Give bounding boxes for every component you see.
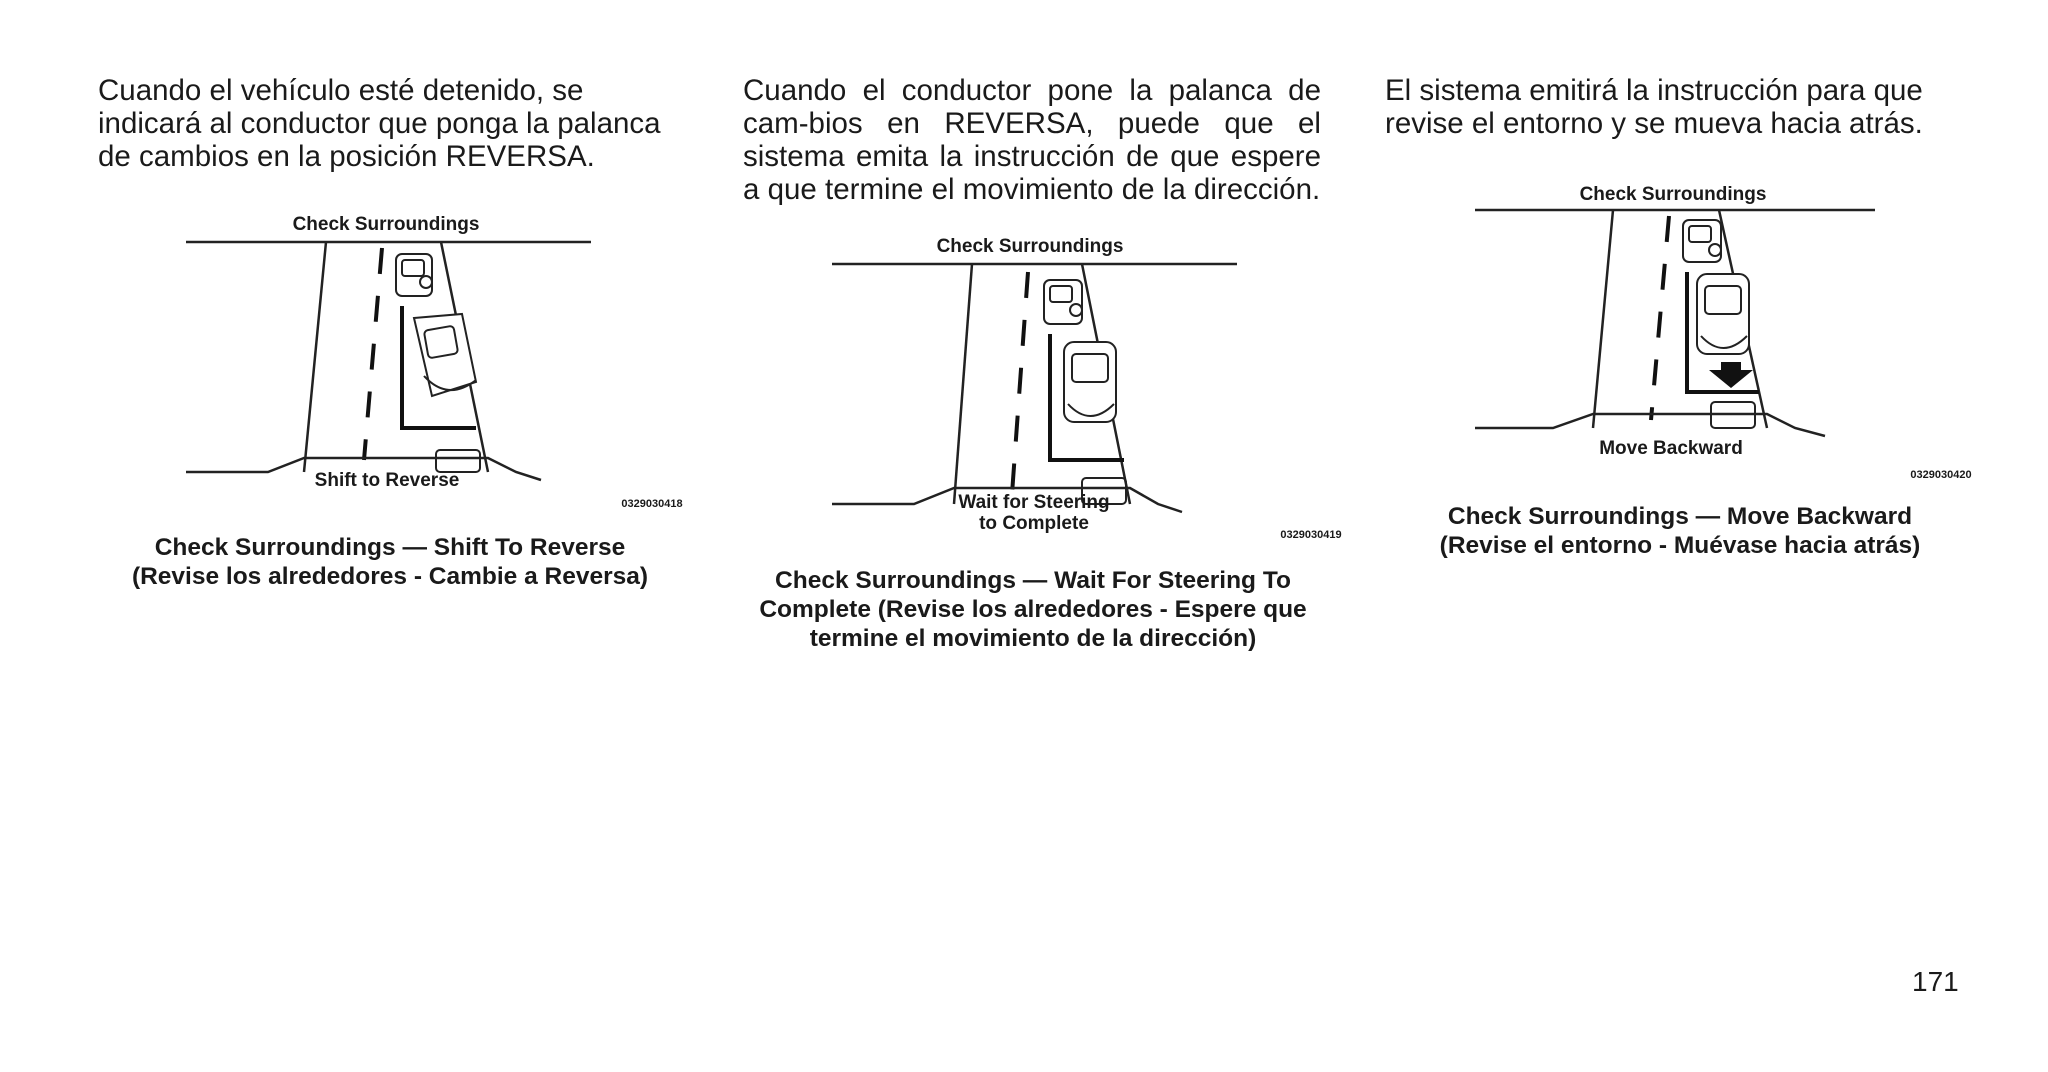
- figure-code: 0329030419: [1280, 529, 1342, 541]
- parking-car-icon: [1064, 342, 1116, 422]
- figure-shift-to-reverse: [186, 210, 686, 520]
- caption-line: Check Surroundings — Shift To Reverse: [154, 534, 626, 561]
- caption-line: Check Surroundings — Wait For Steering To: [775, 567, 1291, 594]
- page-number: 171: [1912, 966, 1959, 997]
- rear-car-icon: [436, 450, 480, 472]
- caption-line: (Revise los alrededores - Cambie a Reversa): [131, 563, 649, 590]
- caption-line: Complete (Revise los alrededores - Espere que: [759, 596, 1307, 623]
- lane-divider: [364, 248, 382, 460]
- lane-divider: [1651, 216, 1669, 420]
- paragraph-3: El sistema emitirá la instrucción para que revise el entorno y se mueva hacia atrás.: [1385, 74, 1923, 140]
- road-left-edge: [1593, 210, 1613, 428]
- road-left-edge: [304, 242, 326, 472]
- paragraph-1: Cuando el vehículo esté detenido, se indicará al conductor que ponga la palanca de cambios en la posición REVERSA.: [98, 74, 661, 173]
- figure-caption-2: [743, 566, 1323, 653]
- column-3: [1385, 74, 1975, 140]
- figure-code: 0329030418: [621, 498, 683, 510]
- figure-bottom-label: Shift to Reverse: [314, 470, 460, 491]
- figure-bottom-label: Move Backward: [1599, 438, 1743, 459]
- figure-caption-1: [100, 533, 680, 591]
- figure-wait-for-steering: [832, 232, 1342, 562]
- road-left-edge: [954, 264, 972, 504]
- figure-top-label: Check Surroundings: [1579, 184, 1767, 205]
- figure-top-label: Check Surroundings: [936, 236, 1124, 257]
- column-2: [743, 74, 1321, 206]
- parking-car-icon: [1697, 274, 1749, 354]
- parked-car-icon: [1683, 220, 1721, 262]
- figure-move-backward: [1475, 180, 1975, 490]
- parked-car-icon: [396, 254, 432, 296]
- paragraph-2: Cuando el conductor pone la palanca de cam-bios en REVERSA, puede que el sistema emita la instrucción de que espere a que termine el movimiento de la dirección.: [743, 74, 1321, 206]
- caption-line: (Revise el entorno - Muévase hacia atrás): [1439, 532, 1921, 559]
- caption-line: Check Surroundings — Move Backward: [1447, 503, 1913, 530]
- figure-code: 0329030420: [1910, 469, 1972, 481]
- figure-caption-3: [1385, 502, 1975, 560]
- diagram-wait-for-steering: [832, 232, 1342, 562]
- column-1: [98, 74, 688, 173]
- parked-car-icon: [1044, 280, 1082, 324]
- backward-arrow-icon: [1709, 362, 1753, 388]
- figure-bottom-label-line1: Wait for Steering: [958, 492, 1110, 513]
- diagram-shift-to-reverse: [186, 210, 686, 520]
- lane-divider: [1012, 272, 1028, 494]
- diagram-move-backward: [1475, 180, 1975, 490]
- parking-car-icon: [414, 314, 476, 396]
- figure-top-label: Check Surroundings: [292, 214, 480, 235]
- caption-line: termine el movimiento de la dirección): [809, 625, 1257, 652]
- figure-bottom-label-line2: to Complete: [979, 513, 1089, 534]
